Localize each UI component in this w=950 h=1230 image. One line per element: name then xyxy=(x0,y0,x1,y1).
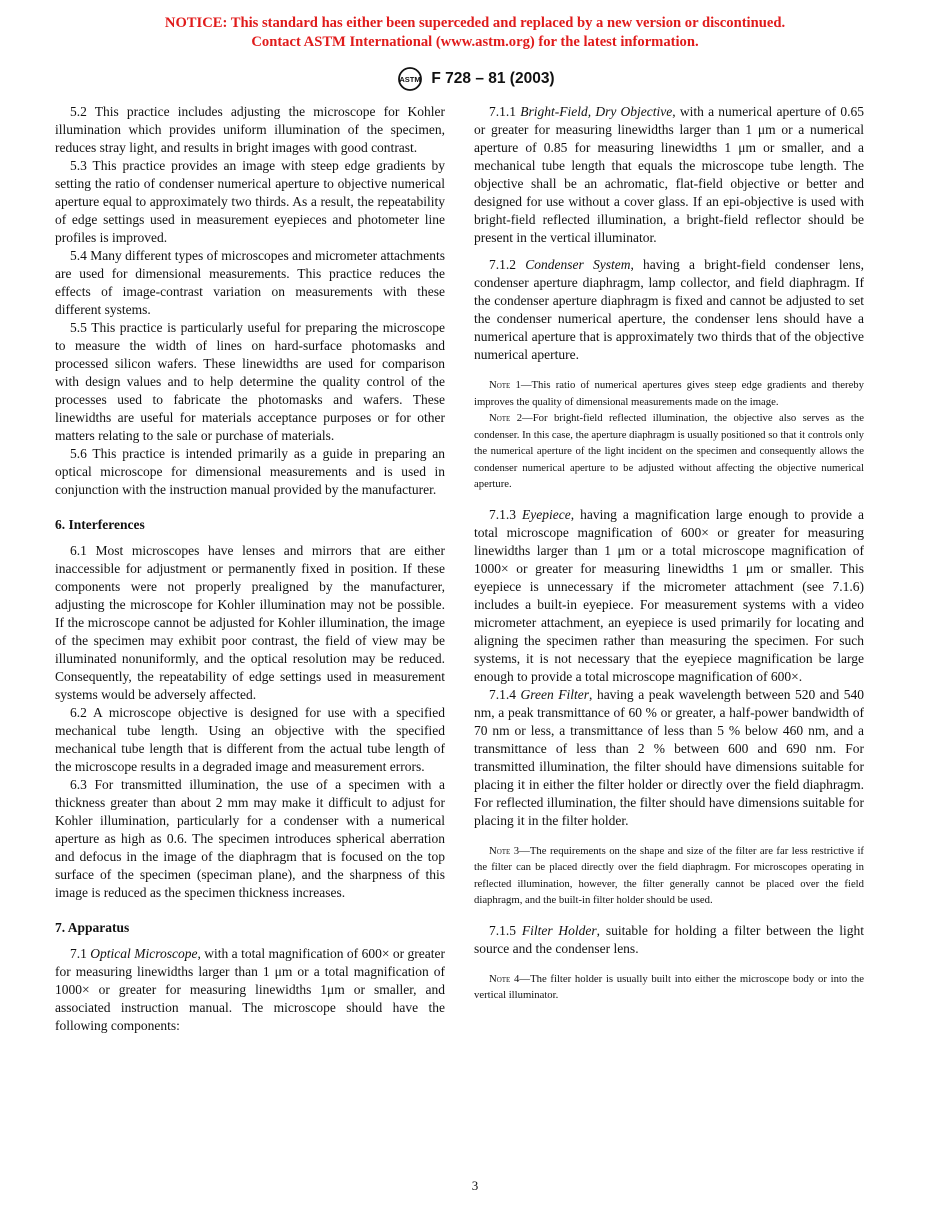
paragraph-7-1-1 xyxy=(474,103,864,247)
paragraph-6-3: 6.3 For transmitted illumination, the use of a specimen with a thickness greater than about 2 mm may make it difficult to adjust for Kohler illumination, particularly for a condenser with a numerical aperture as high as 0.6. The specimen introduces spherical aberration and defocus in the image of the diaphragm that is focused on the top surface of the specimen (speciman plane), and the sharpness of this image is reduced as the specimen thickness increases. xyxy=(55,777,445,900)
notice-banner xyxy=(0,14,950,52)
note-3-body: —The requirements on the shape and size of the filter are far less restrictive if the filter can be placed directly over the field diaphragm. For microscopes operating in reflected illumination, however, the filter generally cannot be placed over the field diaphragm, and the built-in filter holder should be used. xyxy=(474,844,864,906)
paragraph-7-1-2-number: 7.1.2 xyxy=(489,257,516,272)
section-heading-interferences: 6. Interferences xyxy=(55,517,145,532)
paragraph-7-1-5-body: , suitable for holding a filter between the light source and the condenser lens. xyxy=(474,922,864,956)
right-column xyxy=(474,103,864,1004)
astm-logo-icon xyxy=(395,67,425,91)
paragraph-7-1-3-number: 7.1.3 xyxy=(489,506,516,522)
paragraph-7-1-2 xyxy=(474,256,864,364)
paragraph-7-1-1-title: Bright-Field, Dry Objective xyxy=(520,104,673,119)
paragraph-5-6: 5.6 This practice is intended primarily as a guide in preparing an optical microscope for dimensional measurements and is used in conjunction with the instruction manual provided by the manufacturer. xyxy=(55,446,445,497)
paragraph-7-1-2-body: , having a bright-field condenser lens, condenser aperture diaphragm, lamp collector, and field diaphragm. If the condenser aperture diaphragm is fixed and cannot be adjusted to set the condenser numerical aperture, the condenser lens should have a numerical aperture that is approximately two thirds that of the objective numerical aperture. xyxy=(474,257,865,362)
paragraph-5-5: 5.5 This practice is particularly useful for preparing the microscope to measure the width of lines on hard-surface photomasks and processed silicon wafers. These linewidths are used for comparison with design values and to help determine the quality control of the processes used to fabricate the photomasks and wafers. These linewidths are useful for materials acceptance purposes or for other matters relating to the sale or purchase of materials. xyxy=(55,320,445,443)
paragraph-7-1-1-number: 7.1.1 xyxy=(489,104,516,119)
notice-line-1: NOTICE: This standard has either been superceded and replaced by a new version or discontinued. xyxy=(164,15,786,31)
paragraph-6-1: 6.1 Most microscopes have lenses and mirrors that are either inaccessible for adjustment or permanently fixed in position. If these components were not properly prealigned by the manufacturer, adjusting the microscope for Kohler illumination may not be possible. If the microscope cannot be adjusted for Kohler illumination, the image of the specimen may exhibit poor contrast, the field of view may be illuminated nonuniformly, and the optical resolution may be reduced. Consequently, the repeatability of edge settings used in measurement systems would be adversely affected. xyxy=(55,543,445,702)
paragraph-7-1-title: Optical Microscope xyxy=(90,946,198,961)
paragraph-7-1-4 xyxy=(474,686,864,830)
note-4 xyxy=(474,971,864,1004)
standard-designation: F 728 – 81 (2003) xyxy=(431,70,555,87)
paragraph-5-4: 5.4 Many different types of microscopes and micrometer attachments are used for dimensional measurements. This practice reduces the effects of image-contrast variation on measurements with these different systems. xyxy=(55,248,446,317)
note-4-body: —The filter holder is usually built into either the microscope body or into the vertical illuminator. xyxy=(474,972,865,1001)
left-column xyxy=(55,103,445,1035)
paragraph-7-1-3-body: , having a magnification large enough to provide a total microscope magnification of 600× or greater for measuring linewidths larger than 1 μm or a total microscope magnification of 1000× or greater for measuring linewidths 1 μm or smaller. This eyepiece is unnecessary if the micrometer attachment (see 7.1.6) includes a built-in eyepiece. For measurement systems with a video micrometer attachment, an eyepiece is used primarily for locating and aligning the specimen rather than measuring the specimen. For such systems, it is not necessary that the eyepiece magnification be large enough to provide a total microscope magnification of 600×. xyxy=(474,506,864,684)
note-1 xyxy=(474,377,864,410)
paragraph-7-1-4-number: 7.1.4 xyxy=(489,686,516,702)
paragraph-7-1-2-title: Condenser System xyxy=(525,257,631,272)
paragraph-7-1-5 xyxy=(474,922,864,958)
astm-logo-text: ASTM xyxy=(399,75,421,84)
note-3 xyxy=(474,843,864,909)
note-4-label: Note 4 xyxy=(489,972,520,985)
paragraph-7-1-number: 7.1 xyxy=(70,946,87,961)
paragraph-6-2: 6.2 A microscope objective is designed for use with a specified mechanical tube length. Using an objective with the specified mechanical tube length that is different from the actual tube length of the microscope results in a degraded image and measurement errors. xyxy=(55,705,445,774)
note-1-label: Note 1 xyxy=(489,379,521,391)
notice-line-2: Contact ASTM International (www.astm.org) for the latest information. xyxy=(251,34,699,50)
note-2-label: Note 2 xyxy=(489,412,523,424)
note-1-body: —This ratio of numerical apertures gives steep edge gradients and thereby improves the quality of dimensional measurements made on the image. xyxy=(474,379,864,408)
paragraph-7-1-3 xyxy=(474,506,864,686)
paragraph-7-1-4-body: , having a peak wavelength between 520 and 540 nm, a peak transmittance of 60 % or greater, a half-power bandwidth of 70 nm or less, a transmittance of less than 5 % below 460 nm, and a transmittance of less than 2 % between 600 and 690 nm. For transmitted illumination, the filter should have dimensions suitable for placing it in either the filter holder or directly over the field diaphragm. For reflected illumination, the filter should have dimensions suitable for placing it in the filter holder. xyxy=(474,686,865,828)
note-2 xyxy=(474,410,864,493)
paragraph-7-1-3-title: Eyepiece xyxy=(522,506,571,522)
document-header xyxy=(0,67,950,91)
paragraph-7-1-1-body: , with a numerical aperture of 0.65 or greater for measuring linewidths larger than 1 μm or a numerical aperture of 0.85 for measuring linewidths 1 μm or smaller, and a mechanical tube length that equals the microscope tube length. The objective shall be an achromatic, flat-field objective or better and designed for use without a cover glass. If an epi-objective is used with bright-field reflected illumination, a bright-field reflector should be present in the vertical illuminator. xyxy=(474,104,865,245)
paragraph-7-1-5-title: Filter Holder xyxy=(521,922,597,938)
paragraph-5-2: 5.2 This practice includes adjusting the microscope for Kohler illumination which provides uniform illumination of the specimen, reduces stray light, and results in bright images with good contrast. xyxy=(55,104,445,155)
section-heading-apparatus: 7. Apparatus xyxy=(55,920,130,935)
paragraph-7-1-5-number: 7.1.5 xyxy=(489,922,516,938)
note-2-body: —For bright-field reflected illumination, the objective also serves as the condenser. In this case, the aperture diaphragm is usually positioned so that it controls only the numerical aperture of the light incident on the specimen and consequently allows the condenser numerical aperture to be adjusted without affecting the objective numerical aperture. xyxy=(474,412,864,490)
paragraph-7-1-4-title: Green Filter xyxy=(520,686,590,702)
paragraph-7-1-body: , with a total magnification of 600× or greater for measuring linewidths larger than 1 μm or a total magnification of 1000× or greater for measuring linewidths 1μm or smaller, and associated instruction manual. The microscope should have the following components: xyxy=(55,946,445,1033)
note-3-label: Note 3 xyxy=(489,844,520,857)
paragraph-7-1 xyxy=(55,945,445,1035)
page-number: 3 xyxy=(471,1178,479,1193)
paragraph-5-3: 5.3 This practice provides an image with steep edge gradients by setting the ratio of condenser numerical aperture to objective numerical aperture equal to approximately two thirds. As a result, the repeatability of edge settings used in measurement eyepieces and photometer line profiles is improved. xyxy=(55,158,445,245)
